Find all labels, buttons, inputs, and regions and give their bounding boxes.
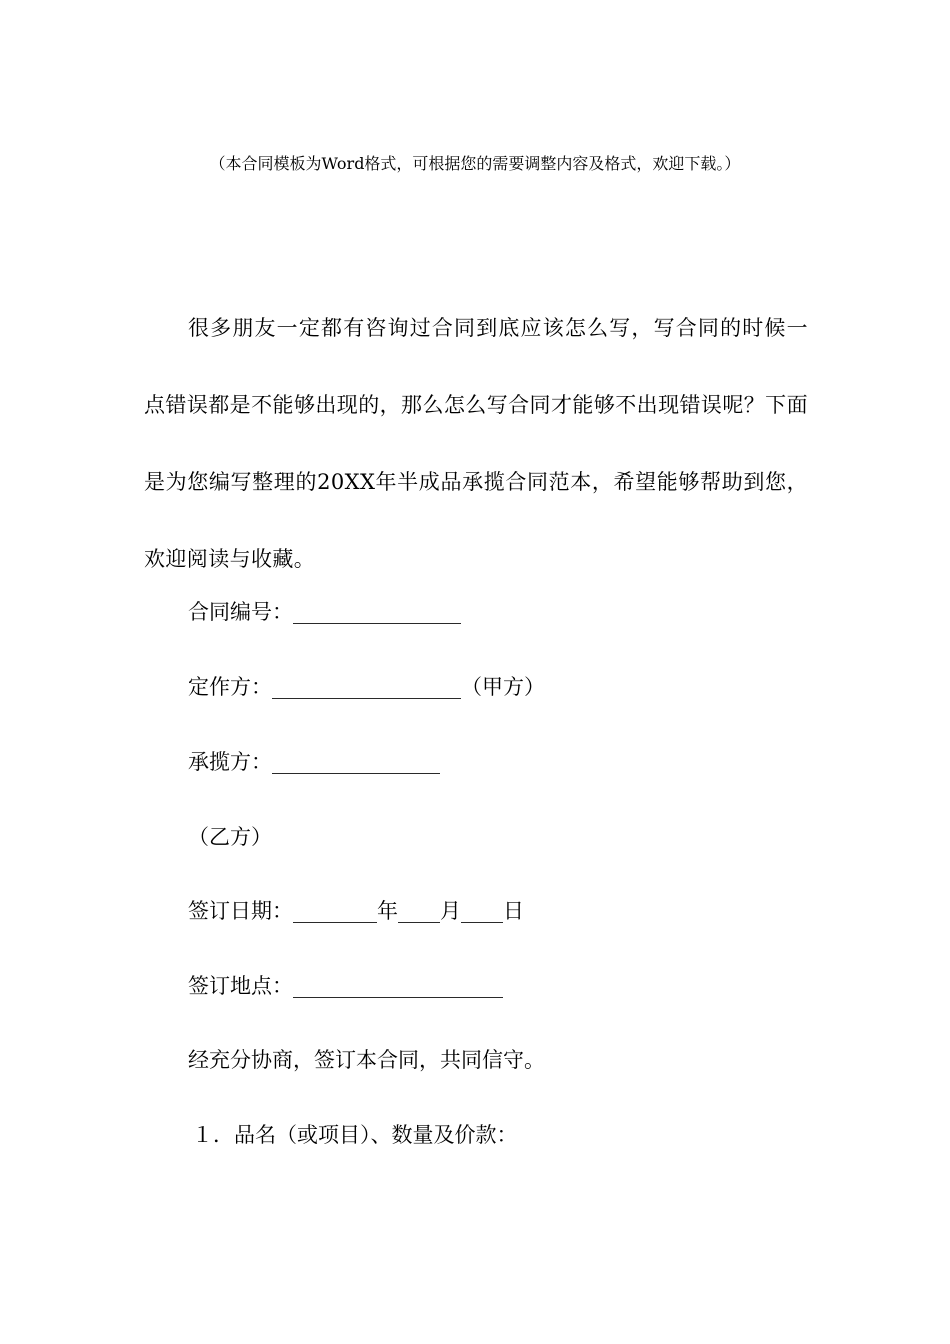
party-b-label: （乙方）	[188, 825, 272, 849]
template-notice: （本合同模板为Word格式，可根据您的需要调整内容及格式，欢迎下载。）	[209, 154, 741, 173]
section-1-heading: １．品名（或项目）、数量及价款：	[192, 1123, 518, 1147]
orderer-field: 定作方：__________________（甲方）	[188, 675, 545, 699]
intro-paragraph: 很多朋友一定都有咨询过合同到底应该怎么写，写合同的时候一点错误都是不能够出现的，那么怎么写合同才能够不出现错误呢？下面是为您编写整理的20XX年半成品承揽合同范本，希望能够帮助到您，欢迎阅读与收藏。	[144, 316, 808, 571]
agreement-statement: 经充分协商，签订本合同，共同信守。	[188, 1048, 545, 1072]
contractor-field: 承揽方：________________	[188, 750, 440, 774]
sign-date-field: 签订日期：________年____月____日	[188, 899, 524, 923]
sign-place-field: 签订地点：____________________	[188, 974, 503, 998]
contract-number-field: 合同编号：________________	[188, 600, 461, 624]
